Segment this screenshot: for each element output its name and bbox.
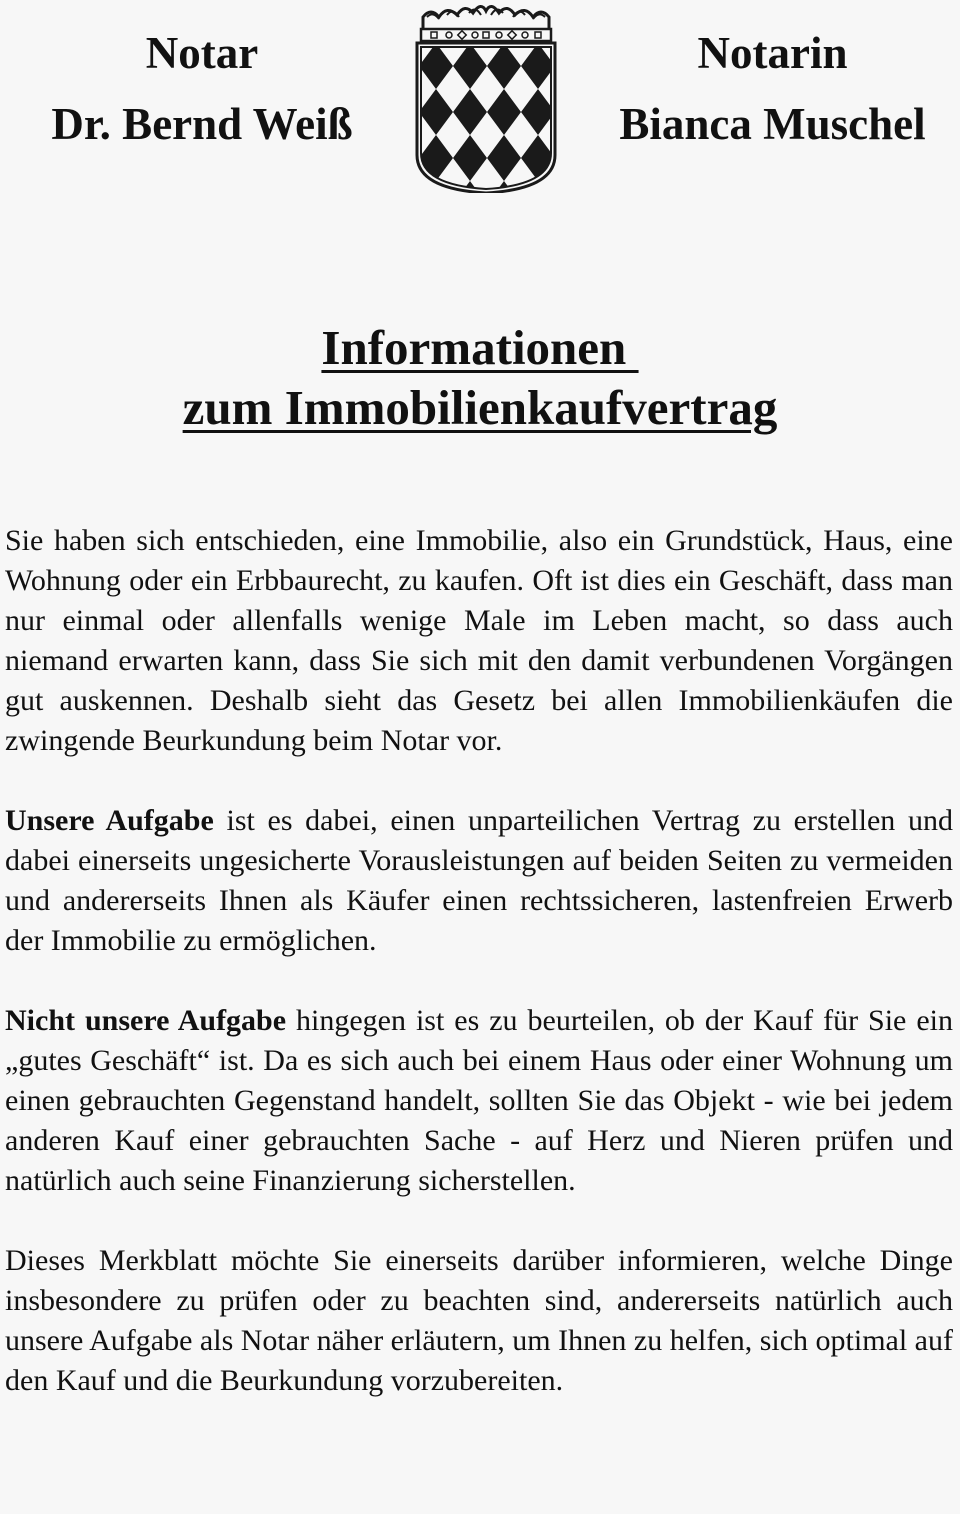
letterhead [0,0,960,200]
our-task-text: ist es dabei, einen unparteilichen Vertrag zu erstellen und dabei einerseits ungesicherte Vorausleistungen auf beiden Seiten zu vermeiden und andererseits Ihnen als Käufer einen rechtssicheren, lastenfreien Erwerb der Immobilie zu ermöglichen. [5,804,953,957]
notary-left-name: Dr. Bernd Weiß [51,99,353,149]
notary-right [585,18,960,160]
our-task-heading: Unsere Aufgabe [5,804,214,837]
notary-left-role: Notar [145,28,259,78]
notary-right-role: Notarin [697,28,848,78]
document-title [0,318,960,438]
document-body [5,521,953,1401]
paragraph-our-task [5,801,953,961]
paragraph-not-our-task [5,1001,953,1201]
bavarian-coat-of-arms-icon [413,3,559,193]
title-line-1: Informationen [321,320,639,375]
notary-left [22,18,382,160]
not-our-task-text: hingegen ist es zu beurteilen, ob der Kauf für Sie ein „gutes Geschäft“ ist. Da es sich auch bei einem Haus oder einer Wohnung um einen gebrauchten Gegenstand handelt, sollten Sie das Objekt - wie bei jedem anderen Kauf einer gebrauchten Sache - auf Herz und Nieren prüfen und natürlich auch seine Finanzierung sicherstellen. [5,1004,953,1197]
title-line-2: zum Immobilienkaufvertrag [182,380,778,435]
notary-right-name: Bianca Muschel [619,99,926,149]
not-our-task-heading: Nicht unsere Aufgabe [5,1004,287,1037]
paragraph-purpose: Dieses Merkblatt möchte Sie einerseits darüber informieren, welche Dinge insbesondere zu prüfen oder zu beachten sind, andererseits natürlich auch unsere Aufgabe als Notar näher erläutern, um Ihnen zu helfen, sich optimal auf den Kauf und die Beurkundung vorzubereiten. [5,1244,953,1397]
paragraph-intro: Sie haben sich entschieden, eine Immobilie, also ein Grundstück, Haus, eine Wohnung oder ein Erbbaurecht, zu kaufen. Oft ist dies ein Geschäft, dass man nur einmal oder allenfalls wenige Male im Leben macht, so dass auch niemand erwarten kann, dass Sie sich mit den damit verbundenen Vorgängen gut auskennen. Deshalb sieht das Gesetz bei allen Immobilienkäufen die zwingende Beurkundung beim Notar vor. [5,524,953,757]
